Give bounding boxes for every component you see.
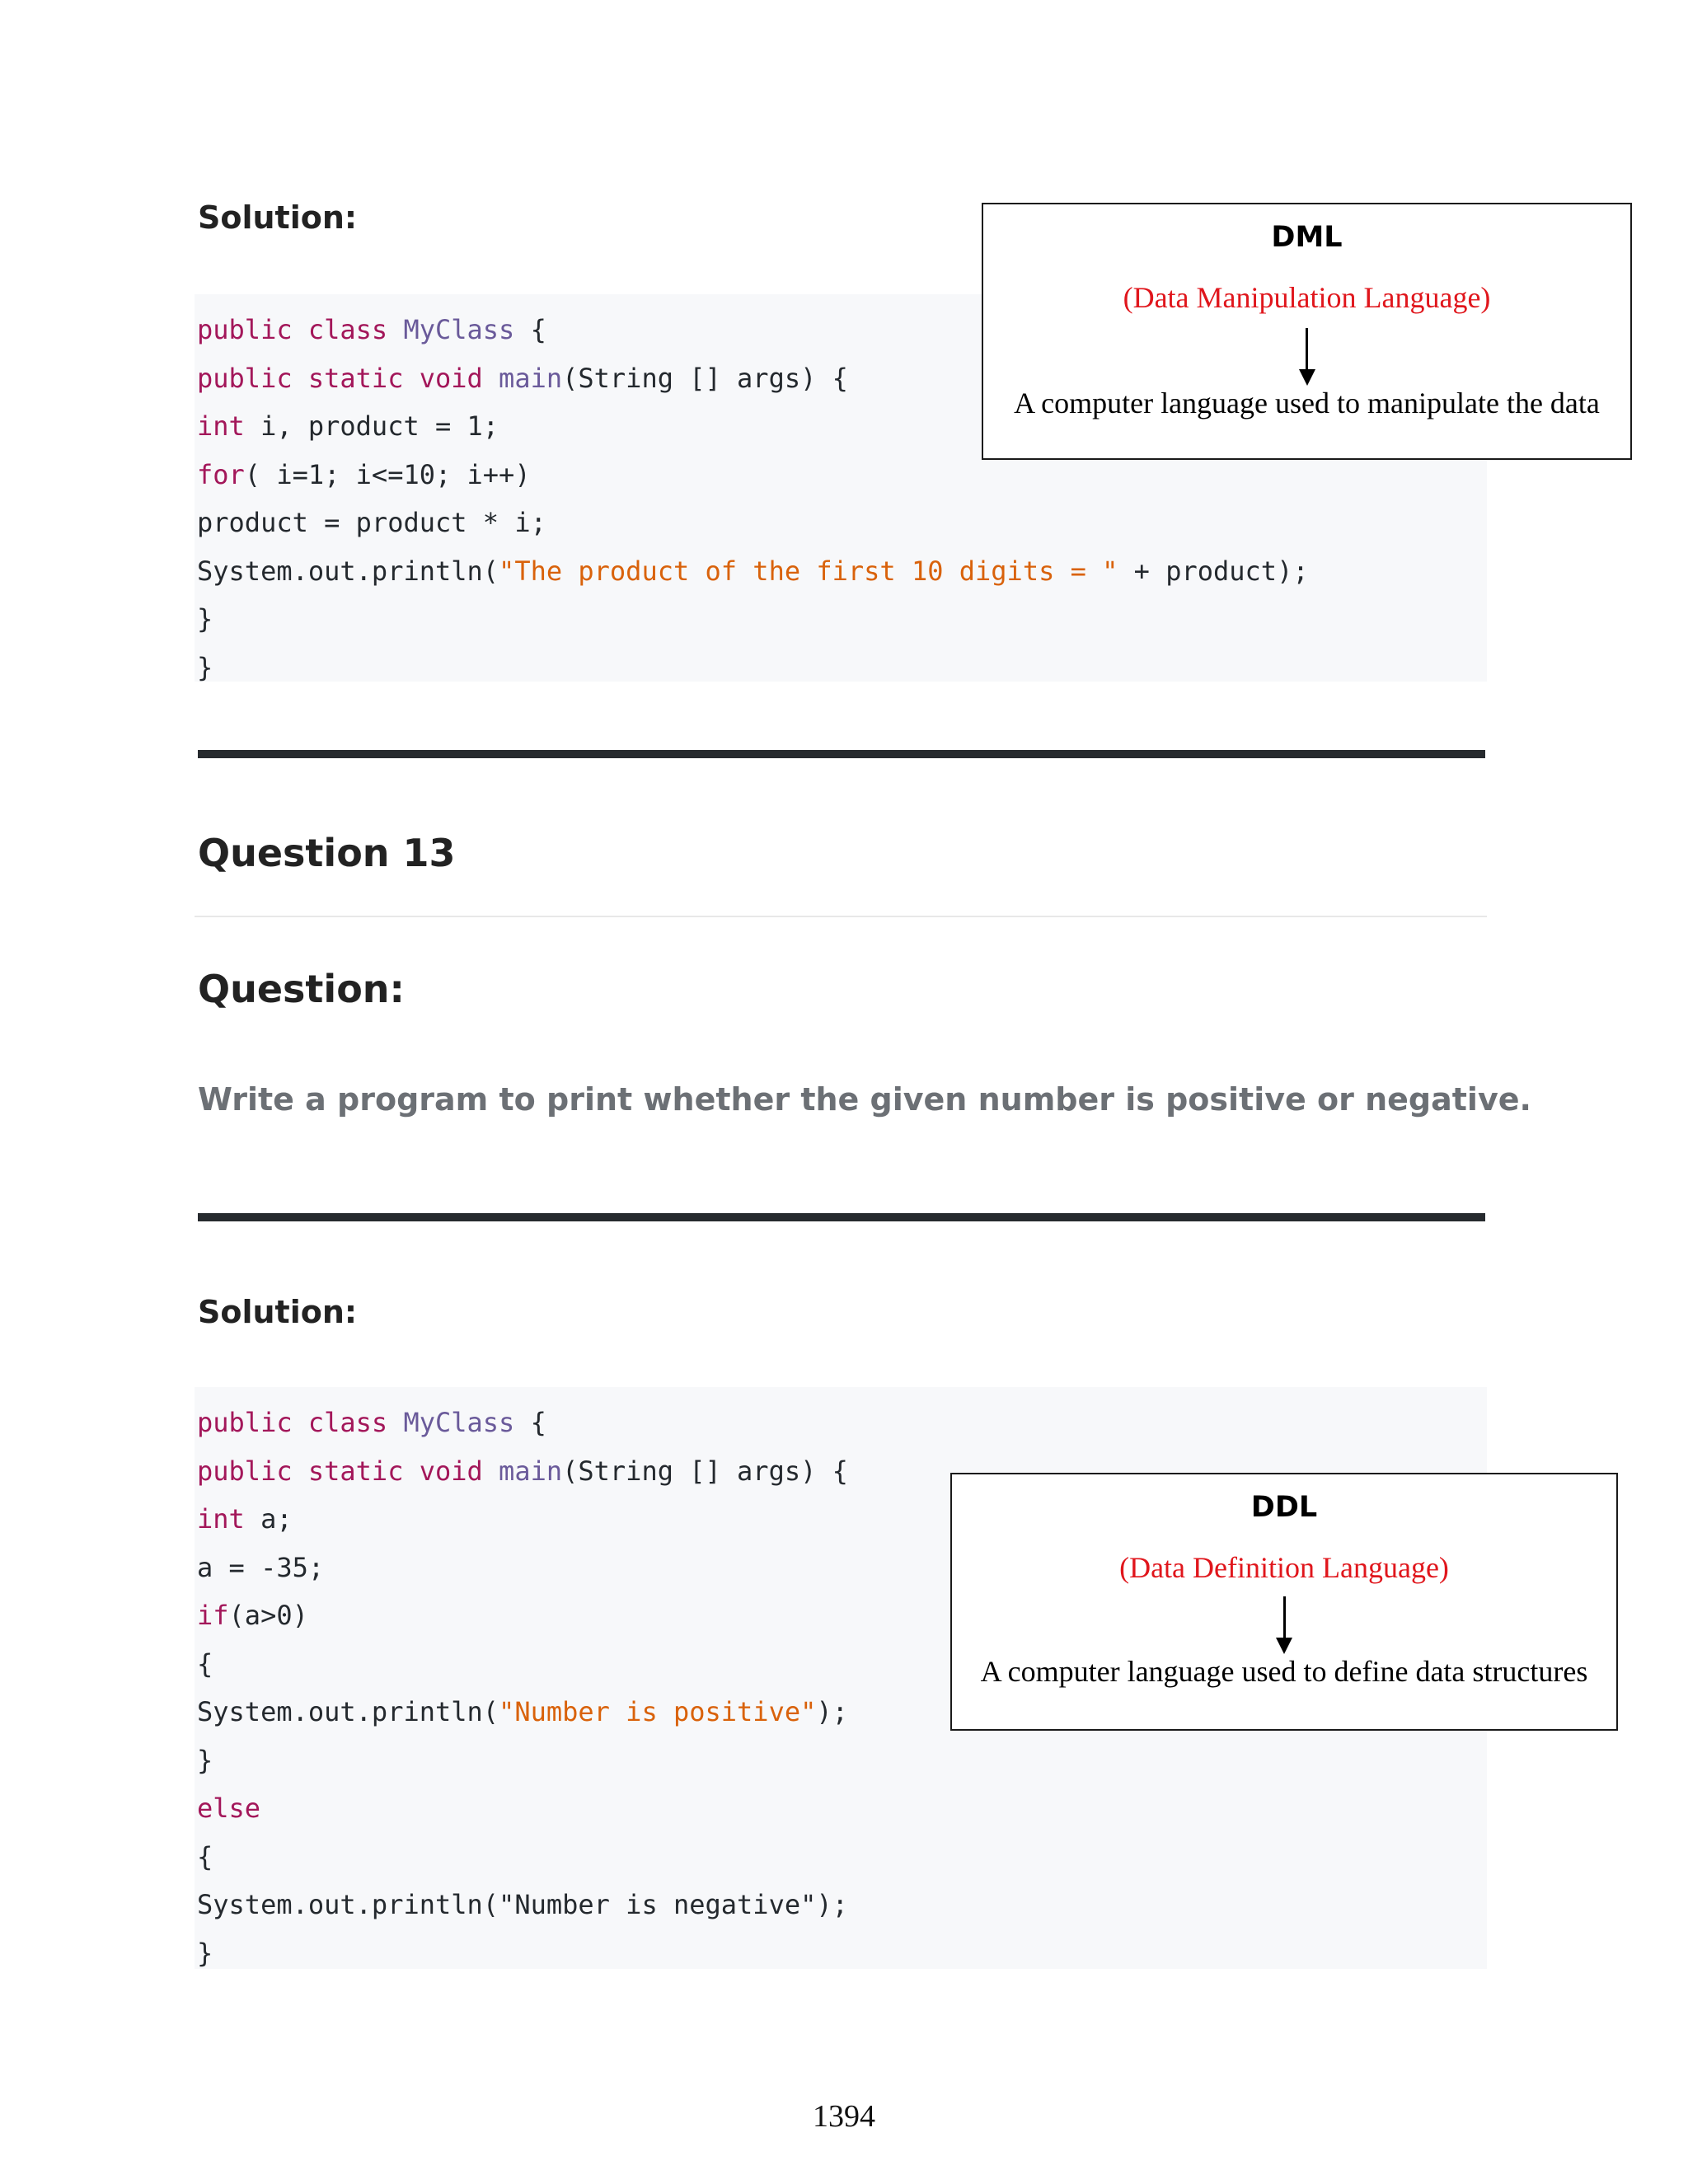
question-number-heading: Question 13 (198, 831, 456, 875)
code-token: ); (816, 1696, 848, 1727)
code-token: { (197, 1647, 213, 1680)
code-token: System.out.println( (197, 1696, 499, 1727)
code-token: } (197, 1744, 213, 1776)
code-token: MyClass (403, 314, 515, 345)
code-token: "The product of the first 10 digits = " (499, 555, 1118, 587)
code-token: (a>0) (228, 1600, 308, 1631)
code-token: main (499, 362, 563, 394)
code-token: ( i=1; i<=10; i++) (244, 458, 531, 490)
section-divider (198, 1213, 1485, 1221)
code-token: product = product * i; (197, 507, 546, 538)
page-number: 1394 (813, 2099, 875, 2134)
code-token: } (197, 651, 213, 683)
solution-heading: Solution: (198, 1294, 358, 1330)
callout-title: DDL (1250, 1491, 1318, 1524)
code-token: System.out.println( (197, 555, 499, 587)
dml-callout-box (982, 203, 1632, 460)
solution-heading: Solution: (198, 199, 358, 236)
question-label: Question: (198, 967, 405, 1011)
section-divider (198, 750, 1485, 758)
code-token: { (514, 314, 546, 345)
code-token: for (197, 458, 245, 490)
callout-title: DML (1271, 221, 1343, 254)
code-token: public static void (197, 362, 499, 394)
code-token: if (197, 1600, 229, 1631)
code-token: else (197, 1793, 261, 1824)
code-line (197, 499, 1487, 547)
code-token: MyClass (403, 1407, 515, 1438)
code-token: a = -35; (197, 1551, 325, 1583)
callout-description: A computer language used to manipulate the data (1014, 387, 1600, 419)
code-line (197, 1929, 1487, 1978)
question-text: Write a program to print whether the given number is positive or negative. (198, 1081, 1531, 1118)
code-line (197, 1784, 1487, 1833)
code-token: { (514, 1407, 546, 1438)
code-token: public class (197, 1407, 404, 1438)
code-token: (String [] args) { (562, 362, 848, 394)
code-token: int (197, 410, 245, 442)
code-token: public class (197, 314, 404, 345)
heading-underline (195, 916, 1487, 917)
code-line (197, 1399, 1487, 1447)
callout-description: A computer language used to define data structures (980, 1655, 1588, 1688)
code-token: i, product = 1; (244, 410, 499, 442)
code-line (197, 1736, 1487, 1785)
code-token: (String [] args) { (562, 1455, 848, 1487)
code-token: } (197, 603, 213, 635)
code-token: "Number is positive" (499, 1696, 817, 1727)
code-token: System.out.println("Number is negative"); (197, 1889, 848, 1920)
callout-subtitle: (Data Manipulation Language) (1123, 281, 1491, 314)
code-token: { (197, 1840, 213, 1872)
code-line (197, 644, 1487, 692)
callout-subtitle: (Data Definition Language) (1119, 1551, 1449, 1584)
ddl-callout-box (950, 1473, 1618, 1731)
code-token: } (197, 1937, 213, 1969)
code-token: public static void (197, 1455, 499, 1487)
code-line (197, 1881, 1487, 1929)
code-line (197, 1833, 1487, 1882)
code-line (197, 547, 1487, 596)
code-line (197, 595, 1487, 644)
code-token: + product); (1118, 555, 1309, 587)
code-token: int (197, 1503, 245, 1535)
code-token: a; (244, 1503, 293, 1535)
code-token: main (499, 1455, 563, 1487)
